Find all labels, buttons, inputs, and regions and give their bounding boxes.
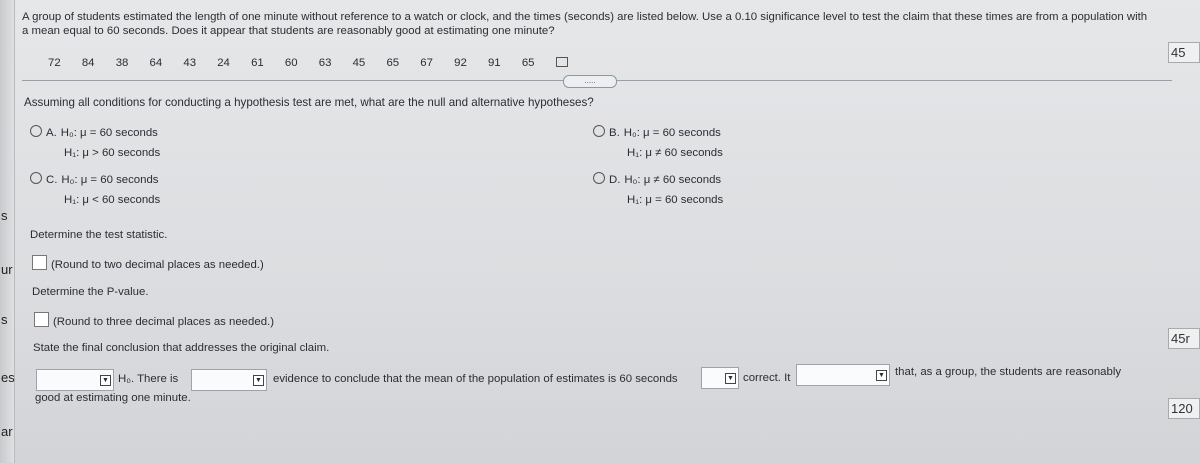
conclusion-evidence-text: evidence to conclude that the mean of the population of estimates is 60 seconds: [273, 373, 678, 385]
conclusion-end-text: good at estimating one minute.: [35, 392, 191, 404]
option-d[interactable]: [593, 170, 723, 210]
null-hypothesis: H₀: μ = 60 seconds: [61, 174, 159, 186]
pvalue-label: Determine the P-value.: [32, 286, 149, 298]
right-fragment: 120: [1168, 398, 1200, 419]
radio-button[interactable]: [30, 172, 42, 184]
data-value: 61: [251, 57, 264, 69]
data-value: 91: [487, 57, 501, 69]
expand-more-button[interactable]: .....: [563, 75, 617, 88]
conclusion-label: State the final conclusion that addresses the original claim.: [33, 342, 330, 354]
pvalue-row: [34, 312, 274, 328]
chevron-down-icon: ▼: [253, 375, 264, 386]
left-fragment: s: [1, 208, 8, 223]
chevron-down-icon: ▼: [876, 370, 887, 381]
chevron-down-icon: ▼: [100, 375, 111, 386]
conclusion-h0-text: H₀. There is: [118, 373, 179, 385]
null-hypothesis: H₀: μ = 60 seconds: [60, 127, 158, 139]
test-statistic-input[interactable]: [32, 255, 47, 270]
copy-data-icon[interactable]: [556, 57, 568, 67]
data-value: 65: [521, 57, 535, 69]
chevron-down-icon: ▼: [725, 373, 736, 384]
data-value: 67: [420, 57, 433, 69]
option-letter: A.: [46, 127, 57, 139]
data-value: 92: [454, 57, 467, 69]
right-fragment: 45: [1168, 42, 1200, 63]
alt-hypothesis: H₁: μ > 60 seconds: [64, 147, 161, 159]
null-hypothesis: H₀: μ ≠ 60 seconds: [624, 174, 722, 186]
pvalue-input[interactable]: [34, 312, 49, 327]
data-value: 38: [115, 57, 129, 69]
problem-statement: A group of students estimated the length of one minute without reference to a watch or clock, and the times (seconds) are listed below. Use a 0.10 significance level to test the claim that these times are from a population with a mean equal to 60 seconds. Does it appear that students are reasonably good at estimating one minute?: [22, 11, 1148, 37]
option-letter: C.: [46, 174, 58, 186]
radio-button[interactable]: [30, 125, 42, 137]
right-fragment: 45r: [1168, 328, 1200, 349]
option-a[interactable]: [30, 123, 160, 163]
data-value: 65: [386, 57, 400, 69]
data-value: 60: [284, 57, 298, 69]
reject-dropdown[interactable]: [36, 369, 114, 391]
option-c[interactable]: [30, 170, 160, 210]
data-value: 64: [149, 57, 163, 69]
hypotheses-question: Assuming all conditions for conducting a hypothesis test are met, what are the null and alternative hypotheses?: [24, 96, 594, 109]
left-fragment: ar: [1, 424, 13, 439]
option-b[interactable]: [593, 123, 723, 163]
radio-button[interactable]: [593, 125, 605, 137]
data-value: 84: [81, 57, 95, 69]
left-panel-edge: [0, 0, 15, 463]
test-statistic-hint: (Round to two decimal places as needed.): [51, 259, 264, 271]
conclusion-correct-text: correct. It: [743, 372, 791, 384]
conclusion-group-text: that, as a group, the students are reasonably: [895, 366, 1122, 378]
alt-hypothesis: H₁: μ ≠ 60 seconds: [627, 147, 723, 159]
correct-dropdown[interactable]: [701, 367, 739, 389]
option-letter: B.: [609, 127, 620, 139]
radio-button[interactable]: [593, 172, 605, 184]
null-hypothesis: H₀: μ = 60 seconds: [623, 127, 721, 139]
left-fragment: s: [1, 312, 8, 327]
data-value: 43: [183, 57, 197, 69]
data-value: 72: [48, 57, 61, 69]
evidence-dropdown[interactable]: [191, 369, 267, 391]
data-value: 63: [318, 57, 332, 69]
alt-hypothesis: H₁: μ = 60 seconds: [627, 194, 724, 206]
data-value: 24: [217, 57, 230, 69]
test-statistic-label: Determine the test statistic.: [30, 229, 168, 241]
option-letter: D.: [609, 174, 621, 186]
left-fragment: ur: [1, 262, 13, 277]
pvalue-hint: (Round to three decimal places as needed.): [53, 316, 274, 328]
appears-dropdown[interactable]: [796, 364, 890, 386]
data-values: [48, 56, 578, 69]
test-statistic-row: [32, 255, 264, 271]
data-value: 45: [352, 57, 366, 69]
left-fragment: es: [1, 370, 15, 385]
alt-hypothesis: H₁: μ < 60 seconds: [64, 194, 161, 206]
